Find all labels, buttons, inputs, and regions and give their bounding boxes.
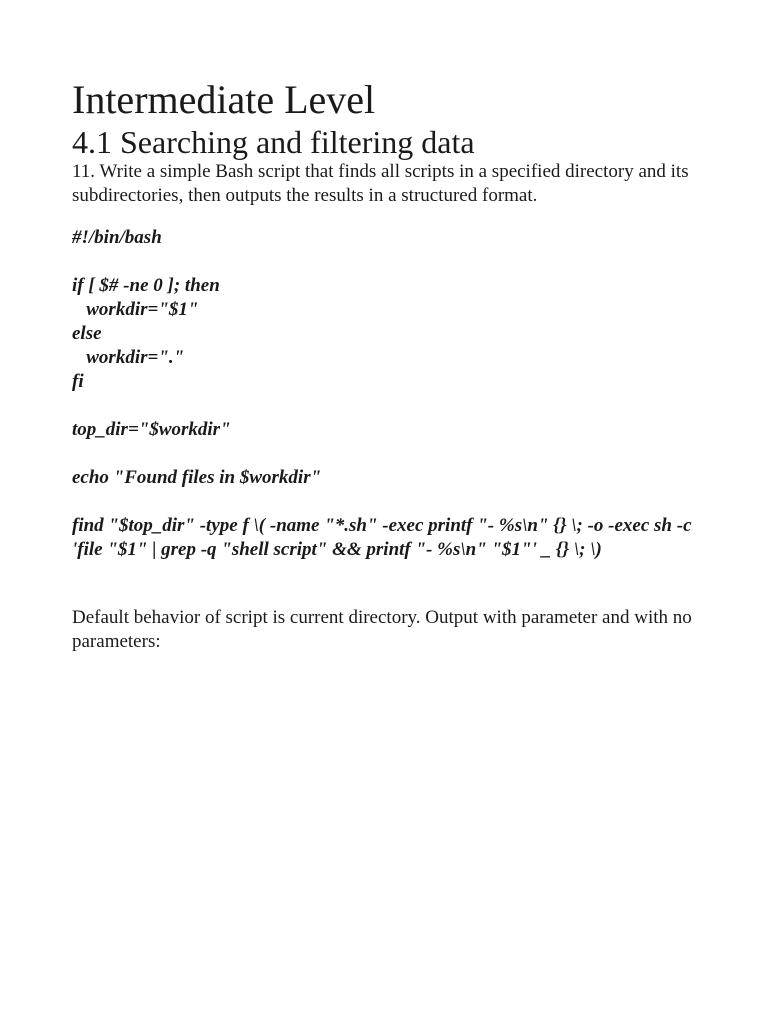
code-line xyxy=(72,490,712,514)
code-line: echo "Found files in $workdir" xyxy=(72,467,322,488)
page-title: Intermediate Level xyxy=(72,77,376,122)
code-line xyxy=(72,394,712,418)
code-line xyxy=(72,442,712,466)
code-line: top_dir="$workdir" xyxy=(72,419,231,440)
code-line: #!/bin/bash xyxy=(72,227,162,248)
code-line xyxy=(72,250,712,274)
code-line: else xyxy=(72,323,102,344)
code-line: if [ $# -ne 0 ]; then xyxy=(72,275,220,296)
code-line: workdir="$1" xyxy=(72,299,199,320)
closing-paragraph: Default behavior of script is current directory. Output with parameter and with no parameters: xyxy=(72,607,692,652)
code-line: workdir="." xyxy=(72,347,185,368)
task-description: 11. Write a simple Bash script that finds all scripts in a specified directory and its subdirectories, then outputs the results in a structured format. xyxy=(72,161,689,206)
section-heading: 4.1 Searching and filtering data xyxy=(72,124,475,160)
code-line: find "$top_dir" -type f \( -name "*.sh" -exec printf "- %s\n" {} \; -o -exec sh -c 'file "$1" | grep -q "shell script" && printf "- %s\n" "$1"' _ {} \; \) xyxy=(72,515,692,560)
code-line: fi xyxy=(72,371,84,392)
code-block xyxy=(72,226,712,562)
